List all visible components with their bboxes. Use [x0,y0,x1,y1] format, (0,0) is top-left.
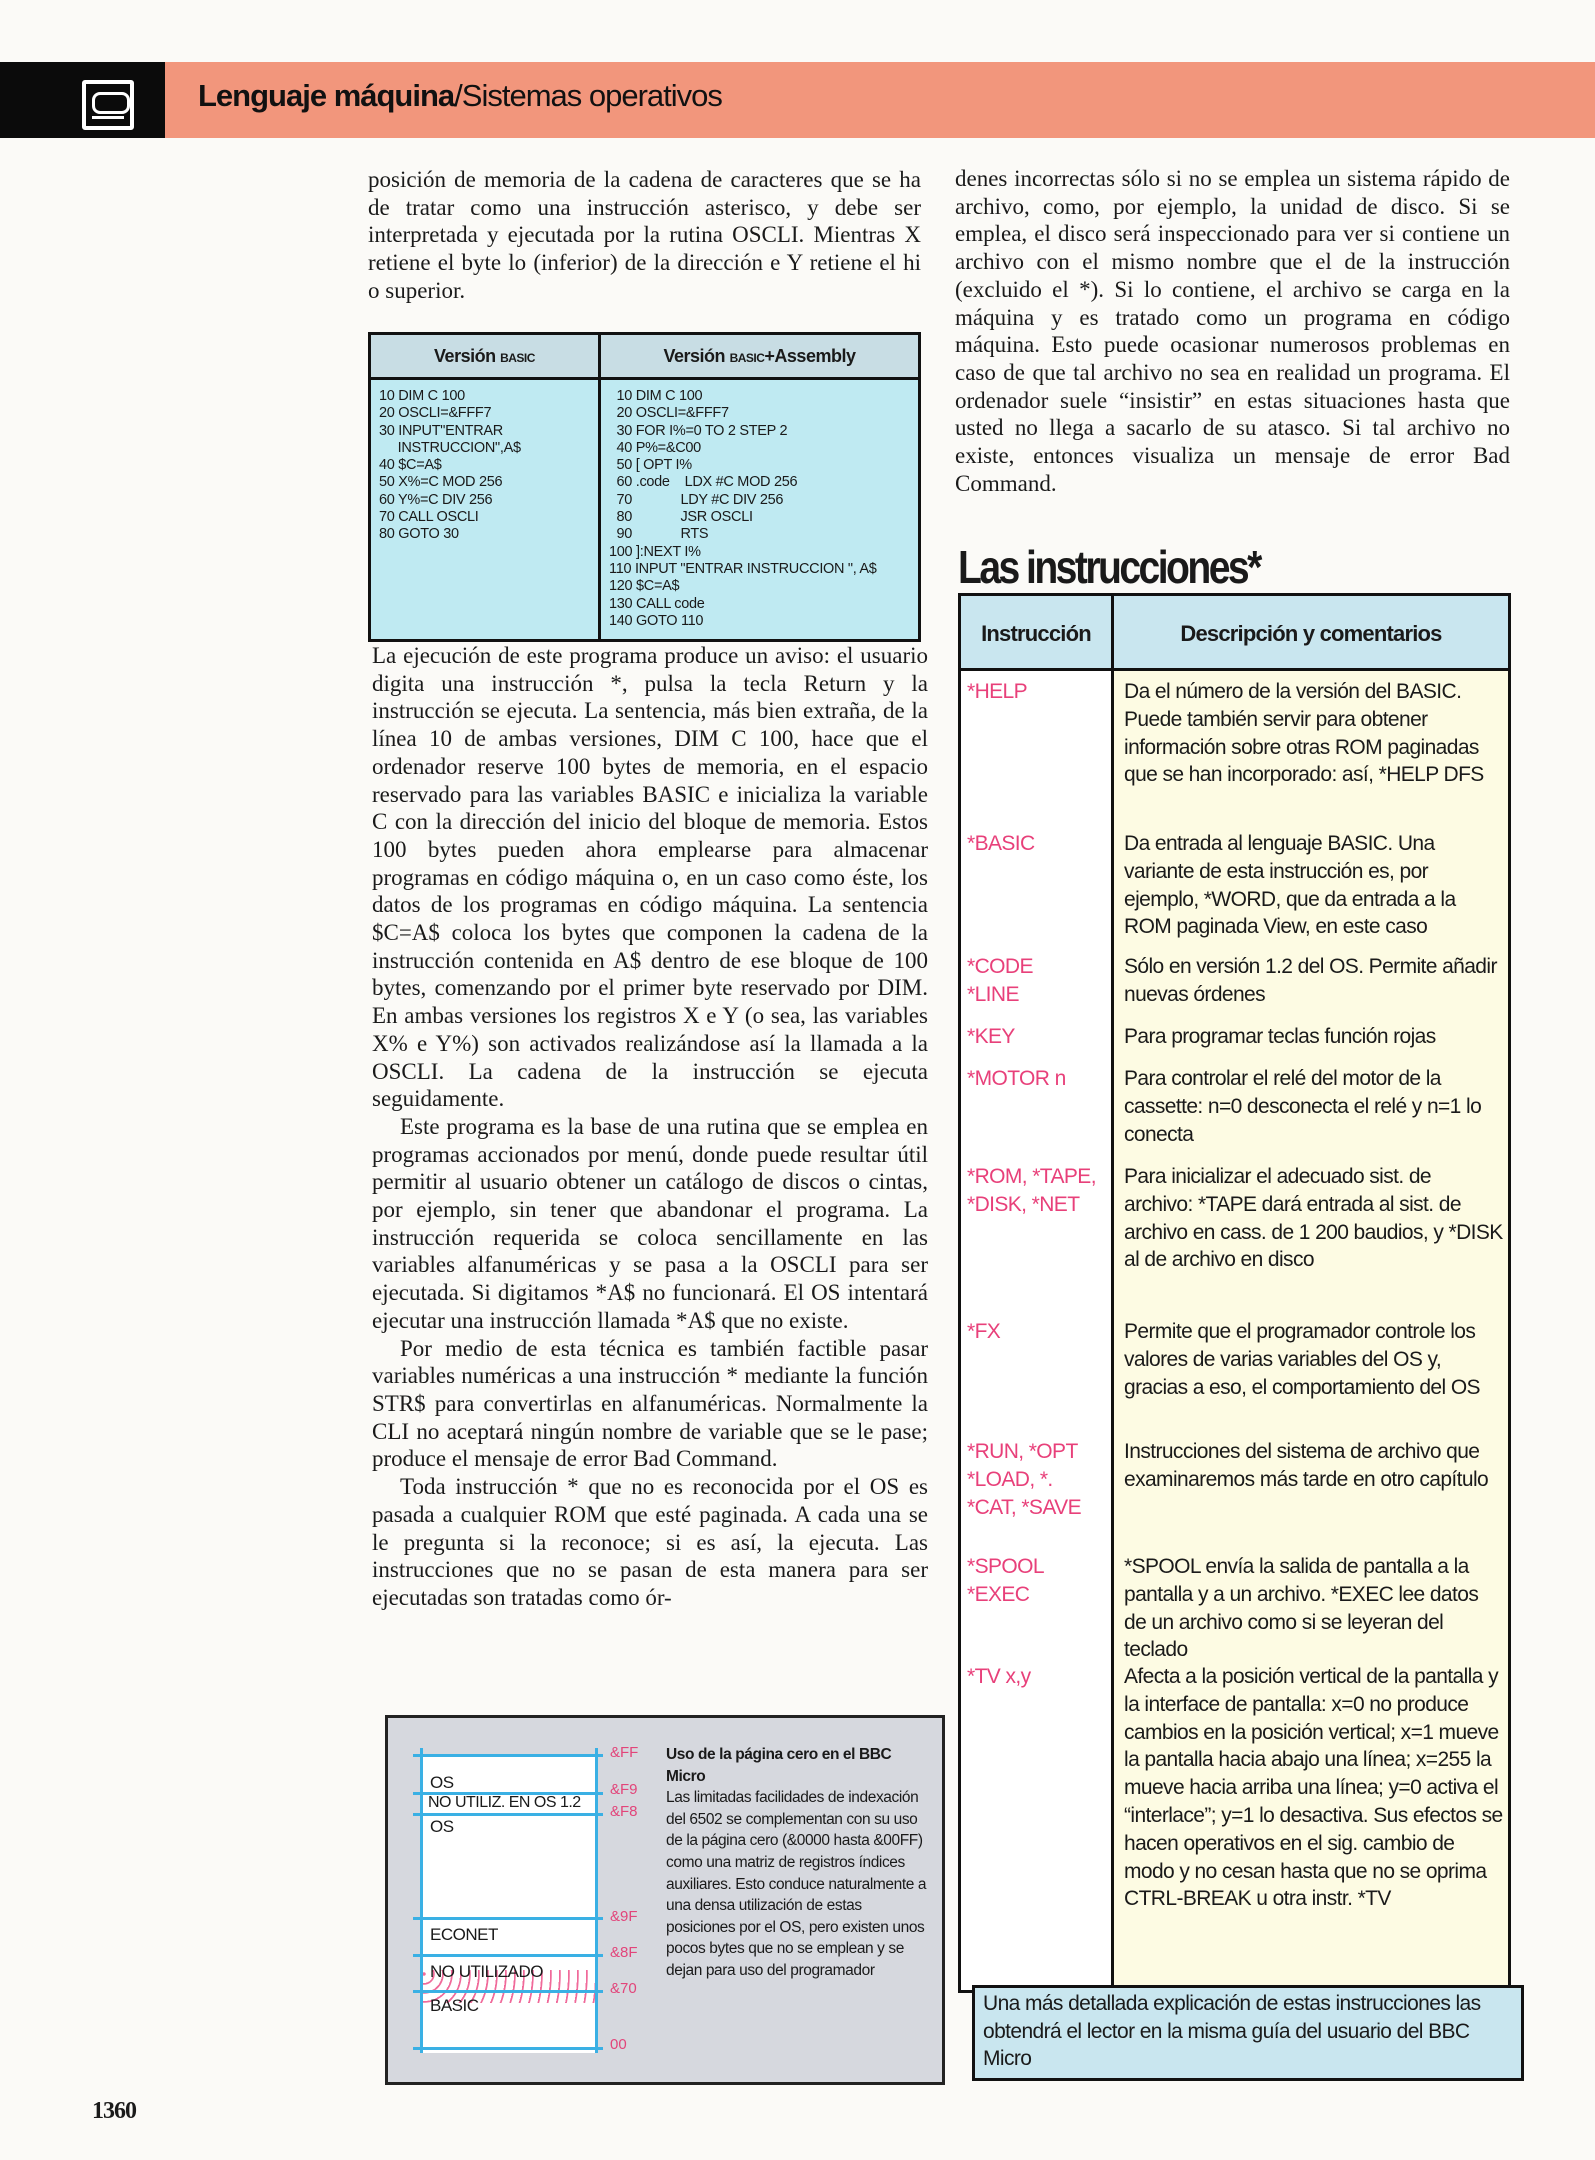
header-text: Versión [663,346,726,366]
paragraph: La ejecución de este programa produce un aviso: el usuario digita una instrucción *, pulsa la tecla Return y la instrucción se ejecuta. La sentencia, más bien extraña, de la línea 10 de ambas versiones, DIM C 100, hace que el ordenador reserve 100 bytes de memoria, en el espacio reservado para las variables BASIC e inicializa la variable C con la dirección del inicio del bloque de memoria. Estos 100 bytes pueden ahora emplearse para almacenar programas en código máquina o, en un caso como éste, los datos de los programas en código máquina. La sentencia $C=A$ coloca los bytes que componen la cadena de la instrucción contenida en A$ dentro de ese bloque de 100 bytes, comenzando por el primer byte reservado por DIM. En ambas versiones los registros X e Y (o sea, las variables X% e Y%) son activados realizándose así la llamada a la OSCLI. La cadena de la instrucción se ejecuta seguidamente. [372,643,928,1112]
header-small: BASIC [729,351,765,365]
section-title [198,78,722,114]
left-body-text [372,642,928,1612]
column-header-instruction: Instrucción [961,596,1114,671]
address-label: &70 [610,1980,637,1997]
instruction-name: *KEY [967,1025,1015,1048]
right-body-text [955,165,1510,497]
instruction-name: *HELP [967,680,1028,703]
instruction-description: Instrucciones del sistema de archivo que examinaremos más tarde en otro capítulo [1124,1440,1489,1491]
intro-paragraph [368,166,921,305]
code-listing-box [368,332,921,642]
diagram-caption [666,1744,928,1982]
instruction-description: Permite que el programador controle los valores de varias variables del OS y, gracias a eso, el comportamiento del OS [1124,1320,1480,1399]
address-label: 00 [610,2036,627,2053]
page-number: 1360 [92,2098,136,2124]
instruction-description: Da entrada al lenguaje BASIC. Una variante de esta instrucción es, por ejemplo, *WORD, que da entrada a la ROM paginada View, en este caso [1124,832,1456,939]
instruction-name: *MOTOR n [967,1067,1066,1090]
table-note: Una más detallada explicación de estas instrucciones las obtendrá el lector en la misma guía del usuario del BBC Micro [972,1985,1524,2081]
instruction-description: *SPOOL envía la salida de pantalla a la pantalla y a un archivo. *EXEC lee datos de un archivo como si se leyeran del teclado [1124,1555,1479,1662]
assembly-version-column [601,335,918,639]
circuit-icon [82,80,134,130]
diagram-line [413,1917,603,1920]
paragraph: Por medio de esta técnica es también factible pasar variables numéricas a una instrucción * mediante la función STR$ para convertirlas en alfanuméricas. Normalmente la CLI no aceptará ningún nombre de variable que se le pase; produce el mensaje de error Bad Command. [372,1335,928,1472]
table-heading: Las instrucciones* [958,541,1260,593]
diagram-line [413,1813,603,1816]
region-label: BASIC [430,1996,479,2015]
instruction-name: *ROM, *TAPE, *DISK, *NET [967,1165,1096,1216]
instruction-description: Para programar teclas función rojas [1124,1025,1436,1048]
address-label: &F8 [610,1803,638,1820]
instruction-name: *SPOOL *EXEC [967,1555,1044,1606]
address-label: &9F [610,1908,638,1925]
diagram-line [413,1754,603,1757]
basic-code: 10 DIM C 100 20 OSCLI=&FFF7 30 INPUT"ENTRAR INSTRUCCION",A$ 40 $C=A$ 50 X%=C MOD 256 60 Y%=C DIV 256 70 CALL OSCLI 80 GOTO 30 [379,388,521,543]
address-label: &FF [610,1744,639,1761]
region-label: OS [430,1817,454,1836]
title-rest: /Sistemas operativos [454,78,722,113]
instructions-table [958,593,1511,1993]
instruction-name: *FX [967,1320,1001,1343]
assembly-code: 10 DIM C 100 20 OSCLI=&FFF7 30 FOR I%=0 TO 2 STEP 2 40 P%=&C00 50 [ OPT I% 60 .code LDX #C MOD 256 70 LDY #C DIV 256 80 JSR OSCLI 90 RTS 100 ]:NEXT I% 110 INPUT "ENTRAR INSTRUCCION ", A$ 120 $C=A$ 130 CALL code 140 GOTO 110 [609,388,877,629]
zero-page-diagram [385,1715,945,2085]
region-label: OS [430,1773,454,1792]
paragraph: posición de memoria de la cadena de caracteres que se ha de tratar como una instrucción asterisco, y debe ser interpretada y ejecutada por la rutina OSCLI. Mientras X retiene el byte lo (inferior) de la dirección e Y retiene el hi o superior. [368,167,921,303]
instruction-name: *BASIC [967,832,1035,855]
instruction-description: Para controlar el relé del motor de la cassette: n=0 desconecta el relé y n=1 lo conecta [1124,1067,1482,1146]
region-label: NO UTILIZ. EN OS 1.2 [428,1794,581,1811]
instruction-name: *CODE *LINE [967,955,1033,1006]
title-bold: Lenguaje máquina [198,78,455,113]
basic-version-column [371,335,601,639]
caption-text: Las limitadas facilidades de indexación del 6502 se complementan con su uso de la página cero (&0000 hasta &00FF) como una matriz de registros índices auxiliares. Esto conduce naturalmente a una densa utilización de estas posiciones por el OS, pero existen unos pocos bytes que no se emplean y se dejan para uso del programador [666,1789,927,1979]
address-label: &F9 [610,1781,638,1798]
paragraph: Toda instrucción * que no es reconocida por el OS es pasada a cualquier ROM que esté paginada. A cada una se le pregunta si la reconoce; si es así, la ejecuta. Las instrucciones que no se pasan de esta manera para ser ejecutadas son tratadas como ór- [372,1474,928,1610]
instruction-description: Sólo en versión 1.2 del OS. Permite añadir nuevas órdenes [1124,955,1497,1006]
address-label: &8F [610,1944,638,1961]
header-rest: +Assembly [764,346,856,366]
instruction-name: *TV x,y [967,1665,1031,1688]
column-header [601,335,918,380]
instruction-name: *RUN, *OPT *LOAD, *. *CAT, *SAVE [967,1440,1081,1519]
diagram-line [413,2047,603,2050]
instruction-description: Da el número de la versión del BASIC. Puede también servir para obtener información sobre otras ROM paginadas que se han incorporado: así, *HELP DFS [1124,680,1484,787]
region-label: ECONET [430,1925,498,1944]
header-small: BASIC [500,351,535,365]
instruction-description: Para inicializar el adecuado sist. de archivo: *TAPE dará entrada al sist. de archivo en cass. de 1 200 baudios, y *DISK al de archivo en disco [1124,1165,1503,1272]
diagram-line [413,1990,603,1993]
column-header-description: Descripción y comentarios [1114,596,1508,671]
header-text: Versión [434,346,496,366]
caption-title: Uso de la página cero en el BBC Micro [666,1746,892,1785]
paragraph: Este programa es la base de una rutina que se emplea en programas accionados por menú, donde puede resultar útil permitir al usuario obtener un catálogo de discos o cintas, por ejemplo, sin tener que abandonar el programa. La instrucción requerida se coloca sencillamente en las variables alfanuméricas y se pasa a la OSCLI para ser ejecutada. Si digitamos *A$ no funcionará. El OS intentará ejecutar una instrucción llamada *A$ que no existe. [372,1113,928,1333]
column-header [371,335,598,380]
region-label: NO UTILIZADO [430,1962,544,1981]
paragraph: denes incorrectas sólo si no se emplea un sistema rápido de archivo, como, por ejemplo, la unidad de disco. Si se emplea, el disco será inspeccionado para ver si contiene un archivo con el mismo nombre que el de la instrucción (excluido el *). Si lo contiene, el archivo se carga en la máquina y es tratado como un programa en código máquina. Esto puede ocasionar numerosos problemas en caso de que tal archivo no sea en realidad un programa. El ordenador suele “insistir” en estas situaciones hasta que usted no llega a sacarlo de su atasco. Si tal archivo no existe, entonces visualiza un mensaje de error Bad Command. [955,166,1510,496]
diagram-line [413,1954,603,1957]
instruction-description: Afecta a la posición vertical de la pantalla y la interface de pantalla: x=0 no produce cambios en la posición vertical; x=1 mueve la pantalla hacia abajo una línea; x=255 la mueve hacia arriba una línea; y=0 activa el “interlace”; y=1 lo desactiva. Sus efectos se hacen operativos en el sig. cambio de modo y no cesan hasta que no se oprima CTRL-BREAK u otra instr. *TV [1124,1665,1503,1911]
